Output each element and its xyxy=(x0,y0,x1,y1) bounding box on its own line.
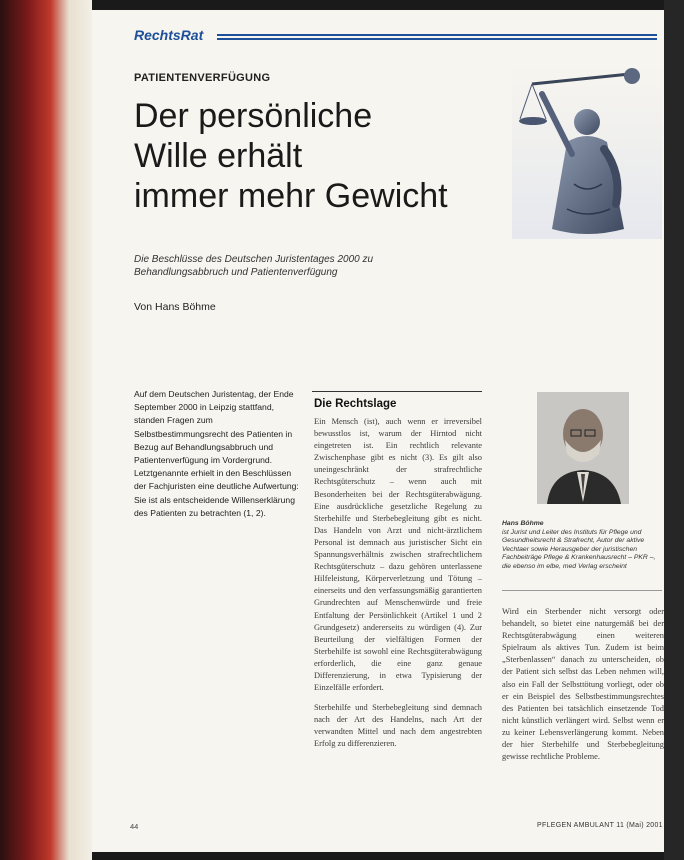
section-rule xyxy=(312,391,482,392)
body-paragraph: Ein Mensch (ist), auch wenn er irreversibel bewusstlos ist, warum der Hirntod nicht eingetreten ist. Ein rechtlich relevante Zwischenphase gibt es nicht (3). Es gilt also uneingeschränkt der strafrechtliche Rechtsgüterschutz – wenn auch mit Besonderheiten bei der Rechtsgüterabwägung. Eine ausdrückliche gesetzliche Regelung zu Sterbehilfe und Sterbebegleitung gibt es nicht. Das Handeln von Arzt und nicht-ärztlichem Personal ist demnach aus juristischer Sicht ein Spannungsverhältnis zwischen strafrechtlichem Rechtsgüterschutz – dazu gehören unterlassene Hilfeleistung, Körperverletzung und Tötung – einerseits und den verfassungsmäßig garantierten Grundrechten auf Menschenwürde und freie Entfaltung der Persönlichkeit (Artikel 1 und 2 Grundgesetz) andererseits zu würdigen (4). Zur Beurteilung der vielfältigen Formen der Sterbehilfe ist sowohl eine Rechtsgüterabwägung erforderlich, die eine ganz genaue Differenzierung, in etwa Typisierung der Einzelfälle erfordert. xyxy=(314,417,482,693)
article-author: Von Hans Böhme xyxy=(134,301,216,313)
scan-border xyxy=(664,0,684,860)
article-subtitle: Die Beschlüsse des Deutschen Juristentages 2000 zu Behandlungsabbruch und Patientenverfügung xyxy=(134,254,374,278)
article-title xyxy=(134,96,534,216)
author-caption xyxy=(502,520,662,572)
section-header: RechtsRat xyxy=(134,27,204,43)
title-line-2: Wille erhält xyxy=(134,137,303,175)
journal-footer: PFLEGEN AMBULANT 11 (Mai) 2001 xyxy=(537,822,663,829)
article-kicker: PATIENTENVERFÜGUNG xyxy=(134,72,271,84)
binding-edge xyxy=(0,0,92,860)
section-title: Die Rechtslage xyxy=(314,398,397,410)
title-line-3: immer mehr Gewicht xyxy=(134,177,448,215)
author-portrait xyxy=(537,392,629,504)
header-rule xyxy=(217,34,657,40)
author-caption-bio: ist Jurist und Leiter des Instituts für Pflege und Gesundheitsrecht & Strafrecht, Autor der aktive Vechtaer sowie Herausgeber der juristischen Fachbeiträge Pflege & Krankenhausrecht – PKR –, die ebenso im elbe, med Verlag erscheint xyxy=(502,528,656,570)
body-column xyxy=(314,416,482,759)
body-paragraph: Sterbehilfe und Sterbebegleitung sind demnach nach der Art des Handelns, nach Art der verwandten Mittel und nach dem angestrebten Erfolg zu differenzieren. xyxy=(314,703,482,749)
caption-rule xyxy=(502,590,662,591)
page-number: 44 xyxy=(130,822,139,831)
body-column-right: Wird ein Sterbender nicht versorgt oder behandelt, so bietet eine naturgemäß bei der Rechtsgüterabwägung einen weiteren Spielraum als aktives Tun. Zudem ist beim „Sterbenlassen“ danach zu unterscheiden, ob der Patient sich selbst das Leben nehmen will, also ein Fall der Selbsttötung vorliegt, oder ob er ein Beispiel des Selbstbestimmungsrechtes des Patienten bei tatsächlich einsetzende Tod nicht künstlich verlängert wird. Selbst wenn er zu keiner Lebensverlängerung kommt. Neben der hier Sterbehilfe und Sterbebegleitung gewisse rechtliche Probleme. xyxy=(502,607,664,762)
article-lead: Auf dem Deutschen Juristentag, der Ende September 2000 in Leipzig stattfand, standen Fragen zum Selbstbestimmungsrecht des Patienten in Bezug auf Behandlungsabbruch und Patientenverfügung im Vordergrund. Letztgenannte erhielt in den Beschlüssen der Fachjuristen eine deutliche Aufwertung: Sie ist als entscheidende Willenserklärung des Patienten zu betrachten (1, 2). xyxy=(134,389,299,518)
justitia-statue-image xyxy=(512,64,662,239)
title-line-1: Der persönliche xyxy=(134,97,373,135)
magazine-page xyxy=(92,10,664,852)
author-caption-name: Hans Böhme xyxy=(502,520,544,527)
